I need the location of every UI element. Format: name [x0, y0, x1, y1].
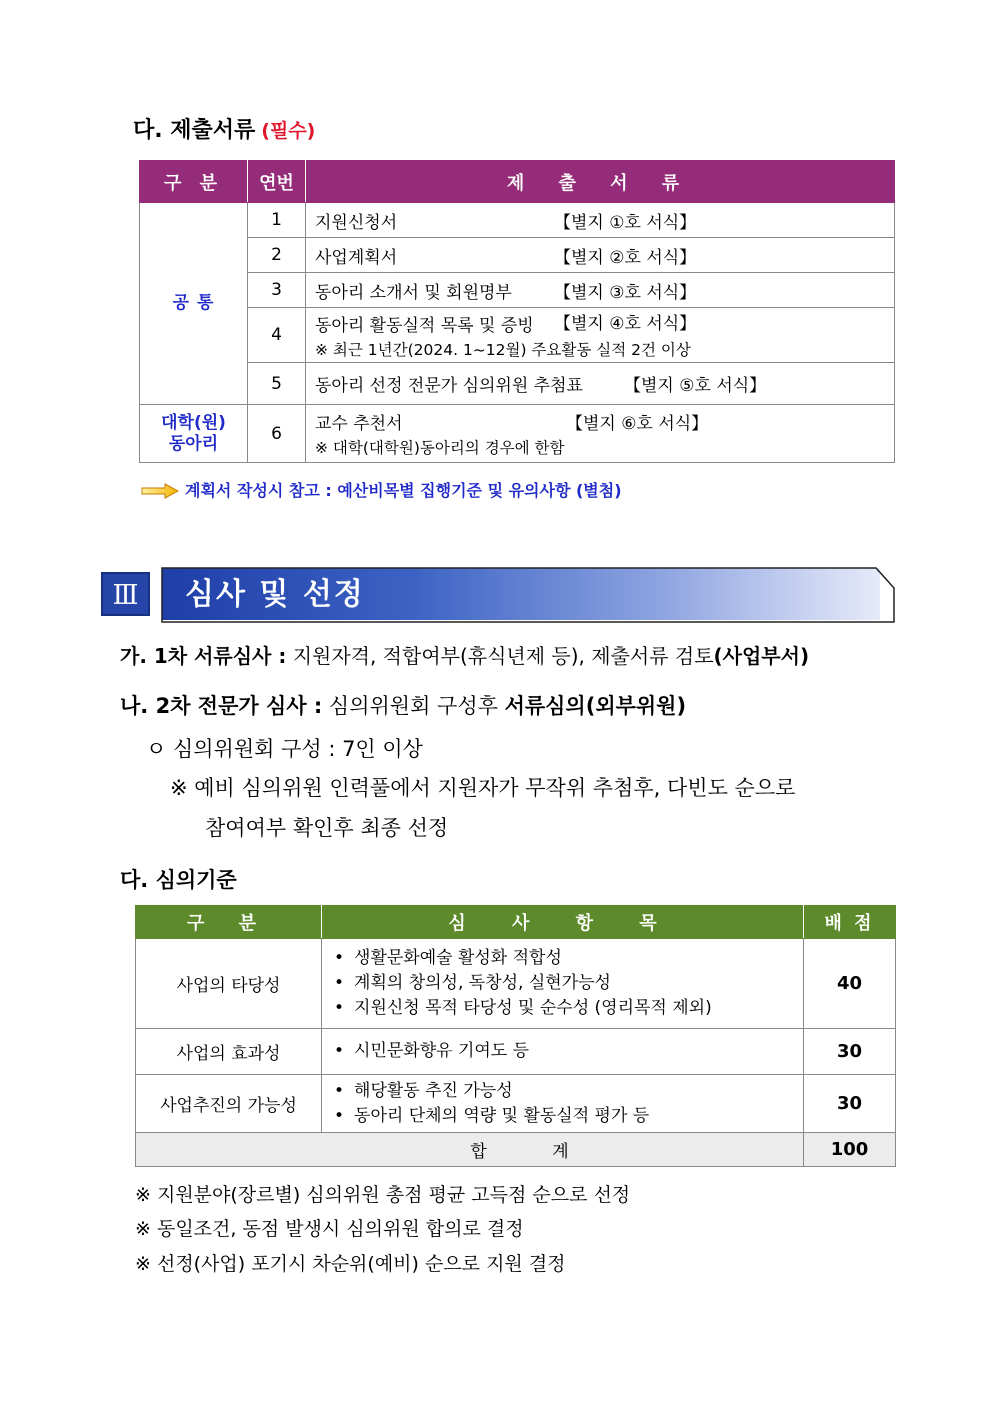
form-ref: 【별지 ⑤호 서식】 — [624, 376, 767, 396]
criteria-items — [322, 1029, 804, 1075]
row-number: 2 — [248, 238, 306, 273]
header-no: 연번 — [248, 161, 306, 203]
criteria-heading: 다. 심의기준 — [120, 868, 237, 892]
category-university: 대학(원) 동아리 — [140, 405, 248, 463]
footnote-3: ※ 선정(사업) 포기시 차순위(예비) 순으로 지원 결정 — [135, 1253, 566, 1275]
table-row — [136, 939, 896, 1029]
criteria-category: 사업의 효과성 — [136, 1029, 322, 1075]
list-item: • 동아리 단체의 역량 및 활동실적 평가 등 — [334, 1104, 803, 1129]
doc-cell: 동아리 선정 전문가 심의위원 추첨표 【별지 ⑤호 서식】 — [306, 363, 895, 405]
step-expert-review: 나. 2차 전문가 심사 : 심의위원회 구성후 서류심의(외부위원) — [120, 694, 687, 718]
section-title: 심사 및 선정 — [185, 577, 365, 612]
form-ref: 【별지 ⑥호 서식】 — [566, 414, 709, 434]
row-number: 3 — [248, 273, 306, 308]
criteria-score: 40 — [804, 939, 896, 1029]
submission-heading: 다. 제출서류 (필수) — [133, 118, 316, 143]
doc-cell: 교수 추천서 【별지 ⑥호 서식】 ※ 대학(대학원)동아리의 경우에 한함 — [306, 405, 895, 463]
doc-cell: 사업계획서 【별지 ②호 서식】 — [306, 238, 895, 273]
list-item: • 지원신청 목적 타당성 및 순수성 (영리목적 제외) — [334, 996, 803, 1021]
table-row — [136, 1075, 896, 1133]
criteria-table — [135, 905, 896, 1167]
criteria-score: 30 — [804, 1029, 896, 1075]
header-category: 구 분 — [136, 906, 322, 939]
form-ref: 【별지 ④호 서식】 — [554, 314, 697, 334]
footnote-2: ※ 동일조건, 동점 발생시 심의위원 합의로 결정 — [135, 1218, 524, 1240]
form-ref: 【별지 ②호 서식】 — [554, 247, 697, 268]
table-row — [140, 405, 895, 463]
header-category: 구 분 — [140, 161, 248, 203]
list-item: • 해당활동 추진 가능성 — [334, 1079, 803, 1104]
footnote-1: ※ 지원분야(장르별) 심의위원 총점 평균 고득점 순으로 선정 — [135, 1184, 631, 1206]
criteria-category: 사업추진의 가능성 — [136, 1075, 322, 1133]
table-header-row — [136, 906, 896, 939]
row-number: 4 — [248, 308, 306, 363]
list-item: • 생활문화예술 활성화 적합성 — [334, 946, 803, 971]
criteria-items — [322, 1075, 804, 1133]
section-number: Ⅲ — [101, 572, 150, 616]
step-first-review: 가. 1차 서류심사 : 지원자격, 적합여부(휴식년제 등), 제출서류 검토(사업부서) — [120, 644, 810, 668]
committee-note-line1: ※ 예비 심의위원 인력풀에서 지원자가 무작위 추첨후, 다빈도 순으로 — [170, 776, 796, 800]
row-number: 1 — [248, 203, 306, 238]
header-items: 심 사 항 목 — [322, 906, 804, 939]
reference-note: 계획서 작성시 참고 : 예산비목별 집행기준 및 유의사항 (별첨) — [141, 478, 622, 501]
table-row — [140, 203, 895, 238]
header-docs: 제 출 서 류 — [306, 161, 895, 203]
category-common: 공 통 — [140, 203, 248, 405]
doc-cell: 지원신청서 【별지 ①호 서식】 — [306, 203, 895, 238]
row-number: 5 — [248, 363, 306, 405]
table-header-row — [140, 161, 895, 203]
row-number: 6 — [248, 405, 306, 463]
total-score: 100 — [804, 1133, 896, 1167]
criteria-score: 30 — [804, 1075, 896, 1133]
doc-note: ※ 최근 1년간(2024. 1~12월) 주요활동 실적 2건 이상 — [315, 340, 691, 359]
table-row — [140, 238, 895, 273]
table-row — [140, 273, 895, 308]
committee-note-line2: 참여여부 확인후 최종 선정 — [205, 816, 449, 840]
total-label: 합 계 — [136, 1133, 804, 1167]
form-ref: 【별지 ①호 서식】 — [554, 212, 697, 233]
criteria-category: 사업의 타당성 — [136, 939, 322, 1029]
doc-cell: 동아리 소개서 및 회원명부 【별지 ③호 서식】 — [306, 273, 895, 308]
submission-table — [139, 160, 895, 463]
table-row — [140, 363, 895, 405]
required-badge: (필수) — [261, 120, 316, 142]
criteria-items — [322, 939, 804, 1029]
total-row — [136, 1133, 896, 1167]
table-row — [136, 1029, 896, 1075]
form-ref: 【별지 ③호 서식】 — [554, 282, 697, 303]
doc-cell: 동아리 활동실적 목록 및 증빙 【별지 ④호 서식】 ※ 최근 1년간(2024. 1~12월) 주요활동 실적 2건 이상 — [306, 308, 895, 363]
table-row — [140, 308, 895, 363]
header-score: 배 점 — [804, 906, 896, 939]
committee-bullet: ㅇ 심의위원회 구성 : 7인 이상 — [146, 737, 423, 761]
doc-note: ※ 대학(대학원)동아리의 경우에 한함 — [315, 439, 565, 457]
list-item: • 계획의 창의성, 독창성, 실현가능성 — [334, 971, 803, 996]
list-item: • 시민문화향유 기여도 등 — [334, 1039, 803, 1064]
arrow-right-icon — [141, 483, 179, 499]
